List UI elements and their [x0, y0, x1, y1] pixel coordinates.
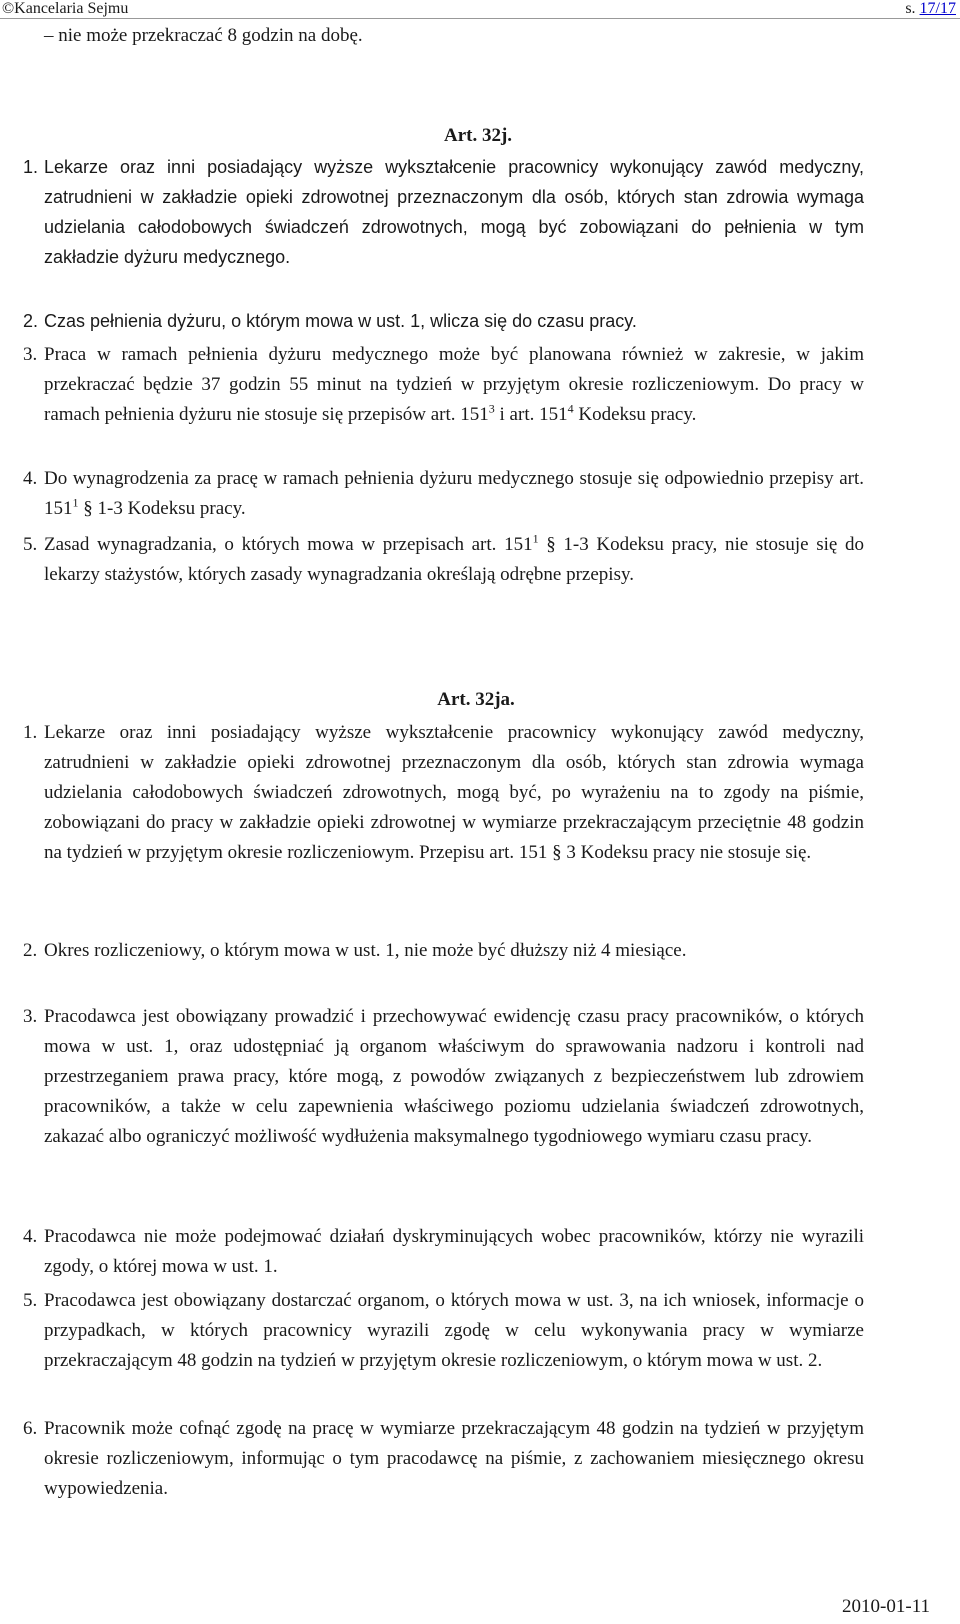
paragraph-number: 2. — [23, 311, 39, 331]
header-divider — [0, 18, 960, 19]
paragraph-number: 1. — [23, 722, 38, 743]
paragraph-text-part: § 1-3 Kodeksu pracy. — [78, 498, 246, 519]
header-publisher: ©Kancelaria Sejmu — [2, 0, 129, 17]
paragraph-text: Pracodawca jest obowiązany prowadzić i przechowywać ewidencję czasu pracy pracowników, o których mowa w ust. 1, oraz udostępniać ją organom właściwym do sprawowania nadzoru i kontroli nad przestrzeganiem prawa pracy, które mogą, z powodów związanych z bezpieczeństwem lub zdrowiem pracowników, a także w celu zapewnienia właściwego poziomu udzielania świadczeń zdrowotnych, zakazać albo ograniczyć możliwość wydłużenia maksymalnego tygodniowego wymiaru czasu pracy. — [44, 1006, 864, 1147]
paragraph-text-part: Zasad wynagradzania, o których mowa w przepisach art. 151 — [44, 534, 533, 555]
art32ja-par-5 — [23, 1286, 864, 1376]
intro-line-text: – nie może przekraczać 8 godzin na dobę. — [44, 25, 363, 46]
paragraph-number: 5. — [23, 534, 38, 555]
art32ja-par-2 — [23, 936, 864, 966]
paragraph-text-part: Praca w ramach pełnienia dyżuru medycznego może być planowana również w zakresie, w jakim przekraczać będzie 37 godzin 55 minut na tydzień w przyjętym okresie rozliczeniowym. Do pracy w ramach pełnienia dyżuru nie stosuje się przepisów art. 151 — [44, 344, 864, 425]
paragraph-text: Pracodawca jest obowiązany dostarczać organom, o których mowa w ust. 3, na ich wniosek, informacje o przypadkach, w których pracownicy wyrazili zgodę w celu wykonywania pracy w wymiarze przekraczającym 48 godzin na tydzień w przyjętym okresie rozliczeniowym, o którym mowa w ust. 2. — [44, 1290, 864, 1371]
paragraph-text-part: i art. 151 — [494, 404, 568, 425]
superscript: 3 — [488, 401, 495, 416]
paragraph-number: 2. — [23, 940, 38, 961]
paragraph-text-part: § 1-3 Kodeksu pracy, nie stosuje się do lekarzy stażystów, których zasady wynagradzania określają odrębne przepisy. — [44, 534, 865, 585]
paragraph-text-part: Kodeksu pracy. — [573, 404, 697, 425]
art32ja-par-1 — [23, 718, 864, 868]
art32ja-par-3 — [23, 1002, 864, 1152]
paragraph-text — [44, 340, 864, 430]
art32j-par-1 — [23, 152, 864, 272]
intro-line — [44, 21, 864, 51]
paragraph-text-part: Do wynagrodzenia za pracę w ramach pełnienia dyżuru medycznego stosuje się odpowiednio przepisy art. 151 — [44, 468, 864, 519]
paragraph-text: Okres rozliczeniowy, o którym mowa w ust. 1, nie może być dłuższy niż 4 miesiące. — [44, 940, 687, 961]
paragraph-text: Lekarze oraz inni posiadający wyższe wykształcenie pracownicy wykonujący zawód medyczny, zatrudnieni w zakładzie opieki zdrowotnej przeznaczonym dla osób, których stan zdrowia wymaga udzielania całodobowych świadczeń zdrowotnych, mogą być, po wyrażeniu na to zgody na piśmie, zobowiązani do pracy w zakładzie opieki zdrowotnej w wymiarze przekraczającym przeciętnie 48 godzin na tydzień w przyjętym okresie rozliczeniowym. Przepisu art. 151 § 3 Kodeksu pracy nie stosuje się. — [44, 722, 864, 863]
paragraph-text: Czas pełnienia dyżuru, o którym mowa w ust. 1, wlicza się do czasu pracy. — [44, 311, 637, 331]
article-32ja-title: Art. 32ja. — [437, 689, 515, 710]
paragraph-text: Lekarze oraz inni posiadający wyższe wykształcenie pracownicy wykonujący zawód medyczny, zatrudnieni w zakładzie opieki zdrowotnej przeznaczonym dla osób, których stan zdrowia wymaga udzielania całodobowych świadczeń zdrowotnych, mogą być zobowiązani do pełnienia w tym zakładzie dyżuru medycznego. — [44, 157, 864, 267]
paragraph-number: 3. — [23, 344, 38, 365]
art32ja-par-4 — [23, 1222, 864, 1282]
art32j-par-2 — [23, 306, 864, 336]
art32j-par-4 — [23, 464, 864, 524]
art32j-par-5 — [23, 530, 865, 590]
paragraph-number: 5. — [23, 1290, 38, 1311]
paragraph-number: 6. — [23, 1418, 38, 1439]
paragraph-number: 4. — [23, 468, 38, 489]
footer-date: 2010-01-11 — [842, 1596, 930, 1617]
paragraph-number: 1. — [23, 157, 39, 177]
art32j-par-3 — [23, 340, 864, 430]
paragraph-number: 3. — [23, 1006, 38, 1027]
header-page-link[interactable]: 17/17 — [919, 0, 956, 17]
paragraph-text — [44, 530, 864, 590]
paragraph-text: Pracodawca nie może podejmować działań dyskryminujących wobec pracowników, którzy nie wyrazili zgody, o której mowa w ust. 1. — [44, 1226, 864, 1277]
header-page-indicator — [905, 0, 956, 18]
paragraph-text — [44, 464, 864, 524]
paragraph-text: Pracownik może cofnąć zgodę na pracę w wymiarze przekraczającym 48 godzin na tydzień w przyjętym okresie rozliczeniowym, informując o tym pracodawcę na piśmie, z zachowaniem miesięcznego okresu wypowiedzenia. — [44, 1418, 864, 1499]
article-32j-title: Art. 32j. — [443, 125, 513, 146]
superscript: 1 — [72, 495, 79, 510]
superscript: 4 — [567, 401, 574, 416]
superscript: 1 — [532, 531, 539, 546]
art32ja-par-6 — [23, 1414, 864, 1504]
header-page-prefix: s. — [905, 0, 920, 17]
paragraph-number: 4. — [23, 1226, 38, 1247]
